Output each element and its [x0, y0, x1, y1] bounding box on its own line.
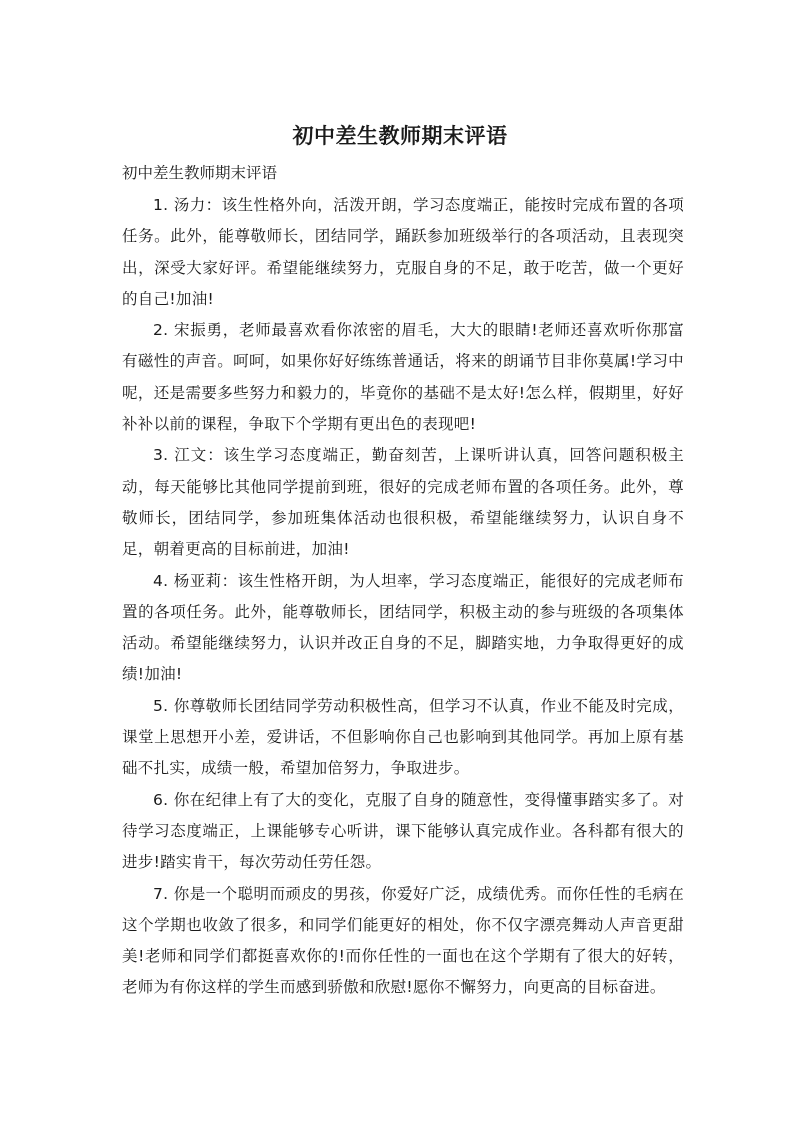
comment-paragraph-6: 6. 你在纪律上有了大的变化，克服了自身的随意性，变得懂事踏实多了。对待学习态度端正，上课能够专心听讲，课下能够认真完成作业。各科都有很大的进步!踏实肯干，每次劳动任劳任怨。 [122, 790, 684, 872]
document-body [122, 190, 684, 1004]
comment-paragraph-7: 7. 你是一个聪明而顽皮的男孩，你爱好广泛，成绩优秀。而你任性的毛病在这个学期也收敛了很多，和同学们能更好的相处，你不仅字漂亮舞动人声音更甜美!老师和同学们都挺喜欢你的!而你任性的一面也在这个学期有了很大的好转，老师为有你这样的学生而感到骄傲和欣慰!愿你不懈努力，向更高的目标奋进。 [122, 884, 684, 997]
comment-paragraph-1: 1. 汤力：该生性格外向，活泼开朗，学习态度端正，能按时完成布置的各项任务。此外，能尊敬师长，团结同学，踊跃参加班级举行的各项活动，且表现突出，深受大家好评。希望能继续努力，克服自身的不足，敢于吃苦，做一个更好的自己!加油! [122, 196, 684, 308]
comment-paragraph-5: 5. 你尊敬师长团结同学劳动积极性高，但学习不认真，作业不能及时完成，课堂上思想开小差，爱讲话，不但影响你自己也影响到其他同学。再加上原有基础不扎实，成绩一般，希望加倍努力，争取进步。 [122, 696, 684, 778]
page-title: 初中差生教师期末评语 [292, 124, 508, 148]
comment-paragraph-3: 3. 江文：该生学习态度端正，勤奋刻苦，上课听讲认真，回答问题积极主动，每天能够比其他同学提前到班，很好的完成老师布置的各项任务。此外，尊敬师长，团结同学，参加班集体活动也很积极，希望能继续努力，认识自身不足，朝着更高的目标前进，加油! [122, 446, 684, 559]
document-subtitle: 初中差生教师期末评语 [122, 164, 278, 182]
comment-paragraph-4: 4. 杨亚莉：该生性格开朗，为人坦率，学习态度端正，能很好的完成老师布置的各项任务。此外，能尊敬师长，团结同学，积极主动的参与班级的各项集体活动。希望能继续努力，认识并改正自身的不足，脚踏实地，力争取得更好的成绩!加油! [122, 571, 684, 684]
comment-paragraph-2: 2. 宋振勇，老师最喜欢看你浓密的眉毛，大大的眼睛!老师还喜欢听你那富有磁性的声音。呵呵，如果你好好练练普通话，将来的朗诵节目非你莫属!学习中呢，还是需要多些努力和毅力的，毕竟你的基础不是太好!怎么样，假期里，好好补补以前的课程，争取下个学期有更出色的表现吧! [122, 321, 684, 434]
